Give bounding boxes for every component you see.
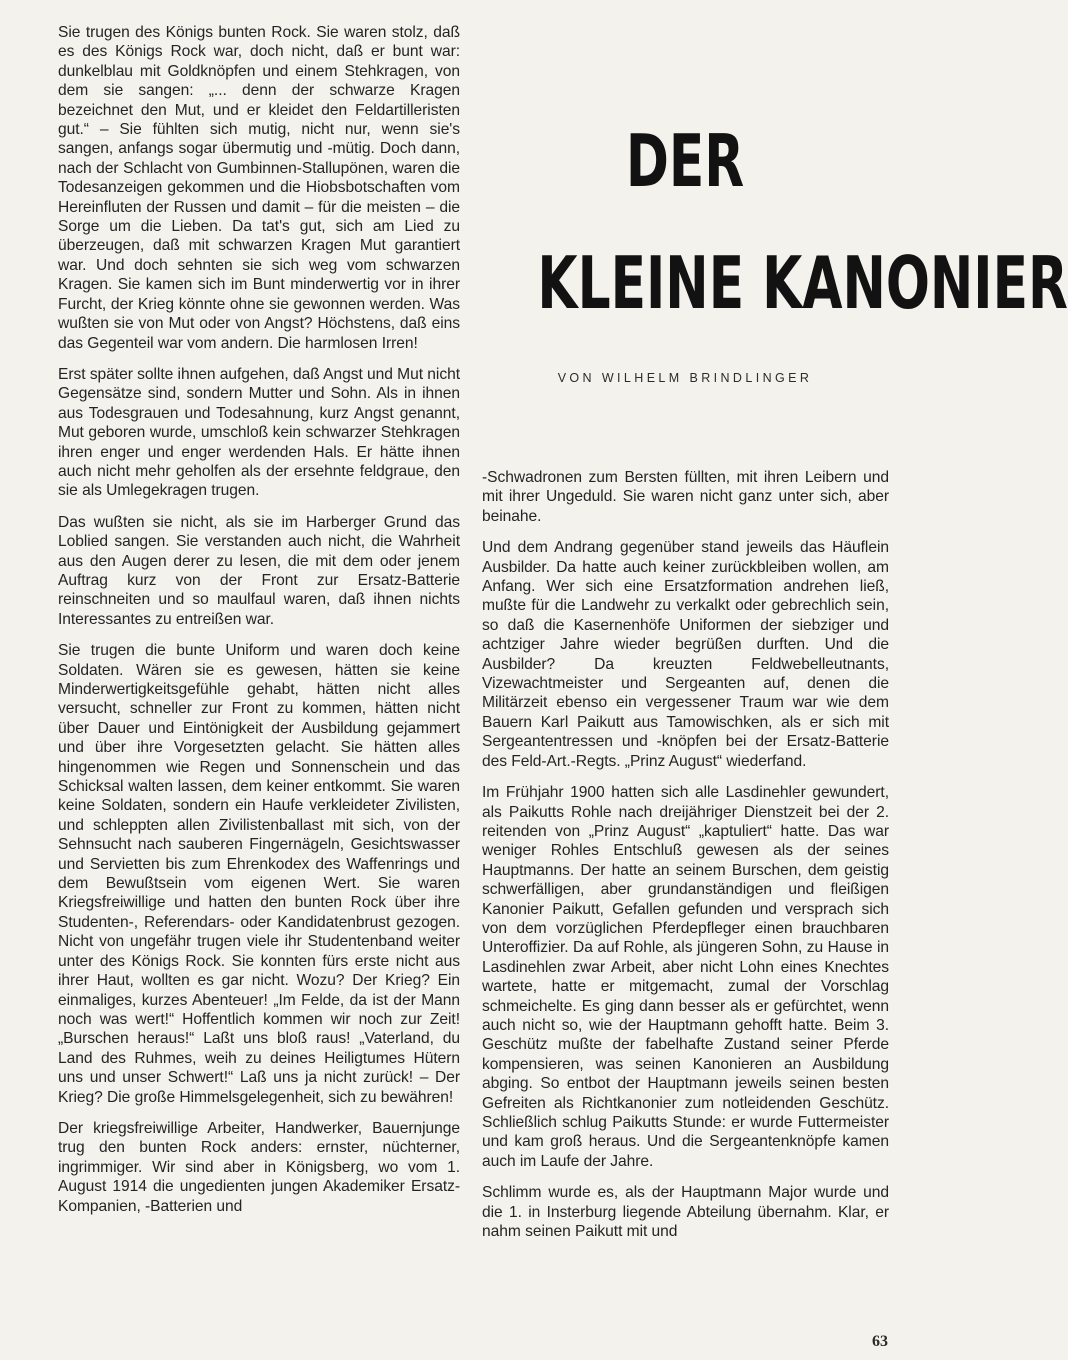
- paragraph: Erst später sollte ihnen aufgehen, daß Angst und Mut nicht Gegensätze sind, sondern Mutter und Sohn. Als in ihnen aus Todesgrauen und Todesahnung, kurz Angst genannt, Mut geboren wurde, umschloß kein schwarzer Stehkragen ihren enger und enger werdenden Hals. Er hätte ihnen auch nicht mehr geholfen als der ersehnte feldgraue, den sie als Umlegekragen trugen.: [58, 365, 460, 500]
- paragraph: Das wußten sie nicht, als sie im Harberger Grund das Loblied sangen. Sie verstanden auch nicht, die Wahrheit aus den Augen derer zu lesen, die mit dem oder jenem Auftrag kurz von der Front zur Ersatz-Batterie reinschneiten und so maulfaul waren, daß ihnen nichts Interessantes zu entreißen war.: [58, 513, 460, 628]
- right-column: [482, 468, 889, 1253]
- page-number: 63: [872, 1333, 888, 1350]
- paragraph: Sie trugen die bunte Uniform und waren doch keine Soldaten. Wären sie es gewesen, hätten sie keine Minderwertigkeitsgefühle gehabt, hätten nicht alles versucht, schneller zur Front zu kommen, hätten nicht über Dauer und Eintönigkeit der Ausbildung gejammert und über ihre Vorgesetzten gelacht. Sie hätten alles hingenommen wie Regen und Sonnenschein und das Schicksal walten lassen, dem keiner entkommt. Sie waren keine Soldaten, sondern ein Haufe verkleideter Zivilisten, und schleppten allen Zivilistenballast mit sich, von der Sehnsucht nach sauberen Fingernägeln, Gesichtswasser und Servietten bis zum Ehrenkodex des Waffenrings und dem Bewußtsein vom eigenen Wert. Sie waren Kriegsfreiwillige und hatten den bunten Rock über ihre Studenten-, Referendars- oder Kandidatenbrust gezogen. Nicht von ungefähr trugen viele ihr Studentenband weiter unter des Königs Rock. Sie konnten fürs erste nicht aus ihrer Haut, wollten es gar nicht. Wozu? Der Krieg? Ein einmaliges, kurzes Abenteuer! „Im Felde, da ist der Mann noch was wert!“ Hoffentlich kommen wir noch zur Zeit! „Burschen heraus!“ Laßt uns bloß raus! „Vaterland, du Land des Ruhmes, weih zu deines Heiligtumes Hütern uns und unser Schwert!“ Laß uns ja nicht zurück! – Der Krieg? Die große Himmelsgelegenheit, sich zu bewähren!: [58, 642, 460, 1106]
- paragraph: Schlimm wurde es, als der Hauptmann Major wurde und die 1. in Insterburg liegende Abteilung übernahm. Klar, er nahm seinen Paikutt mit und: [482, 1184, 889, 1241]
- byline: VON WILHELM BRINDLINGER: [557, 371, 813, 385]
- article-title-line-1: DER: [625, 119, 745, 203]
- paragraph: Sie trugen des Königs bunten Rock. Sie waren stolz, daß es des Königs Rock war, doch nicht, daß er bunt war: dunkelblau mit Goldknöpfen und einem Stehkragen, von dem sie sangen: „... denn der schwarze Kragen bezeichnet den Mut, und er kleidet den Feldartilleristen gut.“ – Sie fühlten sich mutig, nicht nur, wenn sie's sangen, anfangs sogar übermutig und -mütig. Doch dann, nach der Schlacht von Gumbinnen-Stallupönen, waren die Todesanzeigen gekommen und die Hiobsbotschaften vom Hereinfluten der Russen und damit – für die meisten – die Sorge um die Lieben. Da tat's gut, sich am Lied zu überzeugen, daß mit schwarzen Kragen Mut garantiert war. Und doch sehnten sie sich weg vom schwarzen Kragen. Sie kamen sich im Bunt minderwertig vor in ihrer Furcht, der Krieg könnte ohne sie gewonnen werden. Was wußten sie von Mut oder von Angst? Höchstens, daß eins das Gegenteil war vom andern. Die harmlosen Irren!: [58, 24, 460, 352]
- paragraph: Und dem Andrang gegenüber stand jeweils das Häuflein Ausbilder. Da hatte auch keiner zurückbleiben wollen, am Anfang. Wer sich eine Ersatzformation andrehen ließ, mußte für die Landwehr zu verkalkt oder gebrechlich sein, so daß die Kasernenhöfe Uniformen der siebziger und achtziger Jahre wieder begrüßen durften. Und die Ausbilder? Da kreuzten Feldwebelleutnants, Vizewachtmeister und Sergeanten auf, denen die Militärzeit ebenso ein vergessener Traum war wie dem Bauern Karl Paikutt aus Tamowischken, als er sich mit Sergeantentressen und -knöpfen bei der Ersatz-Batterie des Feld-Art.-Regts. „Prinz August“ wiederfand.: [482, 539, 889, 770]
- paragraph: -Schwadronen zum Bersten füllten, mit ihren Leibern und mit ihrer Ungeduld. Sie waren nicht ganz unter sich, aber beinahe.: [482, 469, 889, 525]
- article-title-line-2: KLEINE KANONIER: [537, 241, 1068, 325]
- paragraph: Im Frühjahr 1900 hatten sich alle Lasdinehler gewundert, als Paikutts Rohle nach dreijähriger Dienstzeit bei der 2. reitenden von „Prinz August“ „kaptuliert“ hatte. Das war weniger Rohles Entschluß gewesen als der seines Hauptmanns. Der hatte an seinem Burschen, dem geistig schwerfälligen, aber grundanständigen und fleißigen Kanonier Paikutt, Gefallen gefunden und versprach sich von dem vorzüglichen Pferdepfleger einen brauchbaren Unteroffizier. Da auf Rohle, als jüngeren Sohn, zu Hause in Lasdinehlen zwar Arbeit, aber nicht Lohn eines Knechtes wartete, hatte er mitgemacht, zumal der Vorschlag schmeichelte. Es ging dann besser als er gefürchtet, wenn auch nicht so, wie der Hauptmann gehofft hatte. Beim 3. Geschütz mußte der fabelhafte Zustand seiner Pferde kompensieren, was seinen Kanonieren an Ausbildung abging. So entbot der Hauptmann jeweils seinen besten Gefreiten als Richtkanonier zum notleidenden Geschütz. Schließlich schlug Paikutts Stunde: er wurde Futtermeister und kam groß heraus. Und die Sergeantenknöpfe kamen auch im Laufe der Jahre.: [482, 784, 889, 1170]
- paragraph: Der kriegsfreiwillige Arbeiter, Handwerker, Bauernjunge trug den bunten Rock anders: ernster, nüchterner, ingrimmiger. Wir sind aber in Königsberg, wo vom 1. August 1914 die ungedienten jungen Akademiker Ersatz-Kompanien, -Batterien und: [58, 1119, 460, 1215]
- left-column: [58, 23, 460, 1228]
- title-block: [480, 119, 1068, 385]
